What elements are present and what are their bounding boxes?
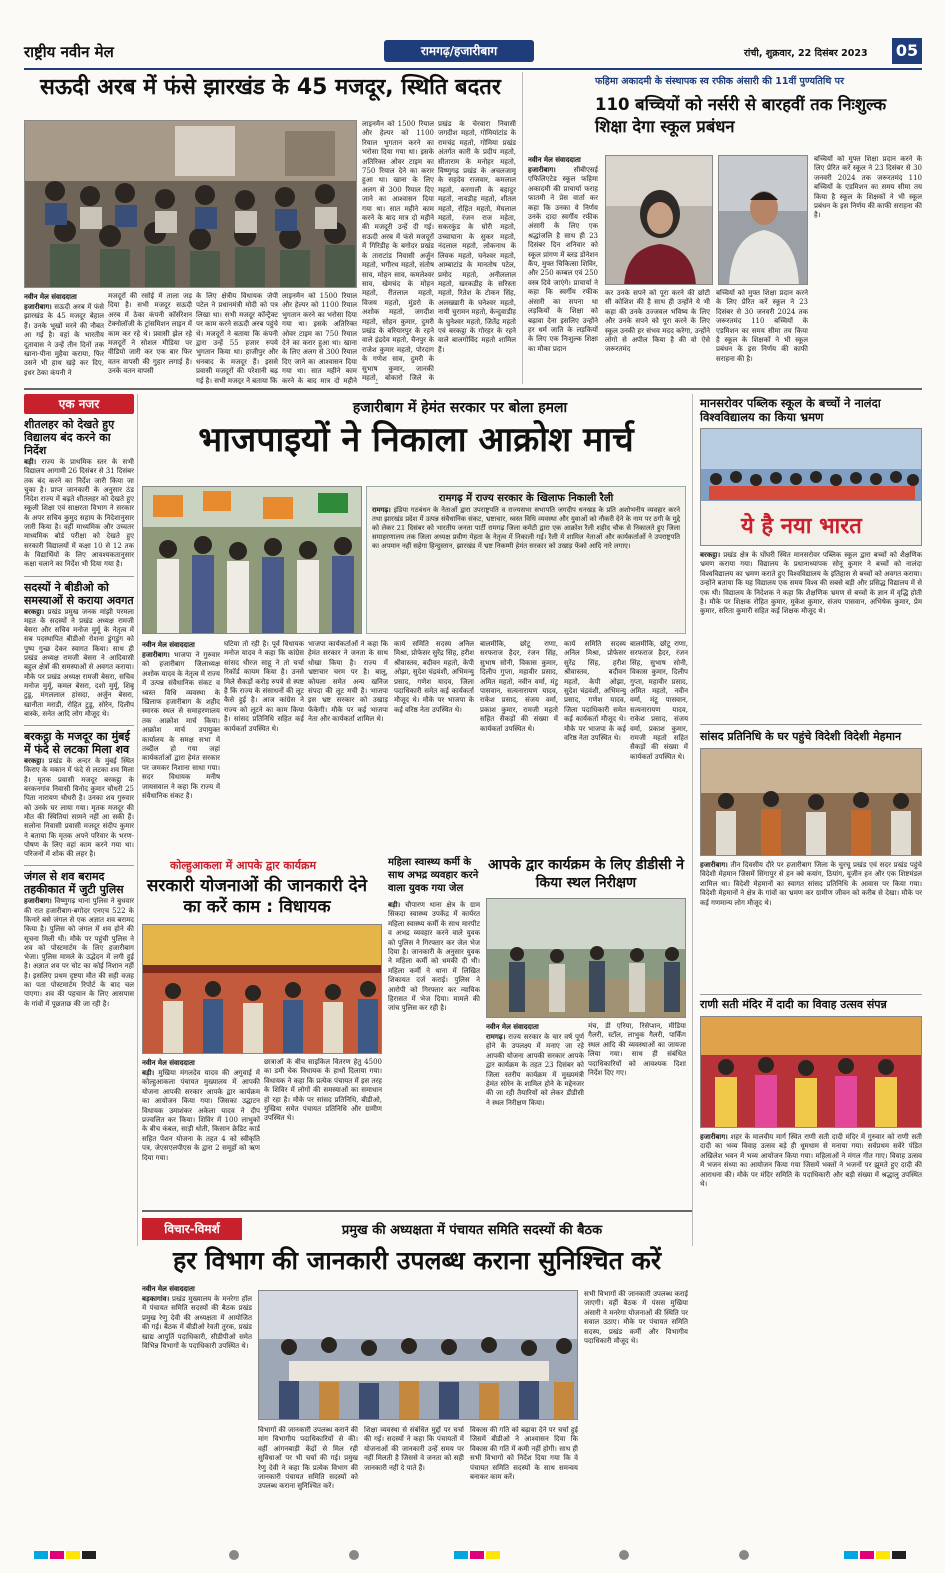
story3-sub-dateline: रामगढ़। xyxy=(372,506,391,514)
page-number: 05 xyxy=(892,38,922,64)
story3-col7: बालमीकि, छोटू राणा, सरफराज हैदर, रंजन सिंह, सुभाष सोनी, विकास कुमार, दिलीप गुप्ता, महावीर प्रसाद, अमित महतो, नवीन वर्मा, मंटू पासवान, सत्यनारायण यादव, राकेश प्रसाद, संजय वर्मा, प्रकाश कुमार, रामजी महतो सहित सैकड़ों की संख्या में कार्यकर्ता उपस्थित थे। xyxy=(630,640,688,761)
story3-col2: घटिया तो रही है। पूर्व विधायक मनोज यादव ने कहा कि कांग्रेस सांसद धीरज साहू ने तो चर्चा रिकॉर्ड कायम किया है। उनसे मिले सैकड़ों करोड़ रुपये से स्पष्ट है कि राज्य के संसाधनों की लूट कैसे हुई है। आज कांग्रेस ने राज्य को लूटने का काम किया है। सांसद प्रतिनिधि सहित कई कार्यकर्ता उपस्थित थे। xyxy=(224,640,304,733)
story4-col1 xyxy=(142,1058,260,1206)
brief-dateline: बरकट्ठा। xyxy=(24,756,45,766)
bottom-rule xyxy=(142,1210,692,1212)
story10-col1 xyxy=(142,1284,252,1534)
story5-text xyxy=(388,900,480,1206)
story3-dateline: हजारीबाग। xyxy=(142,650,170,659)
brief-headline: शीतलहर को देखते हुए विद्यालय बंद करने का निर्देश xyxy=(24,418,115,457)
sidebar-brief-4 xyxy=(24,870,134,1009)
story4-photo xyxy=(142,924,382,1054)
story10-dateline: बड़कागांव। xyxy=(142,1294,170,1303)
story3-sub-text: इंडिया गठबंधन के नेताओं द्वारा उपराष्ट्रपति व राज्यसभा सभापति जगदीप धनखड़ के प्रति अशोभनीय व्यवहार करने तथा झारखंड प्रदेश में उत्पन्न संवैधानिक संकट, भ्रष्टाचार, ध्वस्त विधि व्यवस्था और युवाओं को नौकरी देने के नाम पर ठगी के मुद्दे को लेकर 21 दिसंबर को भारतीय जनता पार्टी रामगढ़ जिला कमेटी द्वारा एक आक्रोश रैली शहीद चौक से निकालते हुए जिला समाहरणालय तक जिला अध्यक्ष प्रवीण मेहता के नेतृत्व में निकाली गई। रैली में शामिल नेताओं और कार्यकर्ताओं ने उपराष्ट्रपति का अपमान नहीं सहेगा हिन्दुस्तान, झारखंड में भ्रष्ट निकम्मी हेमंत सरकार को उखाड़ फेंको आदि नारे लगाए। xyxy=(372,506,680,550)
brief-dateline: बड़ी। xyxy=(24,457,37,466)
story5-dateline: बड़ी। xyxy=(388,900,401,909)
right-rule xyxy=(700,994,922,995)
brief-headline: बरकट्ठा के मजदूर का मुंबई में फंदे से लटका मिला शव xyxy=(24,730,130,757)
brief-headline: जंगल से शव बरामद तहकीकात में जुटी पुलिस xyxy=(24,870,124,897)
story7-dateline: बरकट्ठा। xyxy=(700,550,721,559)
story10-kicker: प्रमुख की अध्यक्षता में पंचायत समिति सदस्यों की बैठक xyxy=(341,1223,603,1238)
story8-dateline: हजारीबाग। xyxy=(700,860,728,869)
brief-text: विष्णुगढ़ थाना पुलिस ने बुधवार की रात हजारीबाग-बगोदर एनएच 522 के किनारे बसे जंगल से एक अज्ञात शव बरामद किया है। पुलिस को जंगल में शव होने की सूचना मिली थी। मौके पर पहुंची पुलिस ने शव को पोस्टमार्टम के लिए हजारीबाग भेजा। पुलिस मामले के उद्भेदन में लगी हुई है। अज्ञात शव पर चोट का कोई निशान नहीं है। इसलिए प्रथम दृष्टया मौत की सही वजह का पता पोस्टमार्टम रिपोर्ट के बाद चल पाएगा। शव की पहचान के लिए आसपास के गांवों में पूछताछ की जा रही है। xyxy=(24,897,134,1008)
story8-body: तीन दिवसीय दौरे पर हजारीबाग जिला के चुरचू प्रखंड एवं सदर प्रखंड पहुंचे विदेशी मेहमान जिसमें सिंगापुर से हन क्वे कयांग, ठियांग, यूजीन हन और एक शिष्टमंडल शामिल था। विदेशी मेहमानों का स्वागत सांसद प्रतिनिधि के आवास पर किया गया। विदेशी मेहमानों ने क्षेत्र के गांवों का भ्रमण कर ग्रामीण जीवन को करीब से देखा। मौके पर कई गणमान्य लोग मौजूद थे। xyxy=(700,861,922,907)
story4-headline: सरकारी योजनाओं की जानकारी देने का करें काम : विधायक xyxy=(146,876,368,917)
story7-photo xyxy=(700,428,922,546)
story9-body: शहर के मालवीय मार्ग स्थित राणी सती दादी मंदिर में गुरुवार को राणी सती दादी का भव्य विवाह उत्सव बड़े ही धूमधाम से मनाया गया। सर्वप्रथम सवेरे पंडित अखिलेश भवन में भव्य आयोजन किया गया। महिलाओं ने मंगल गीत गाए। विवाह उत्सव में भजन संध्या का आयोजन किया गया जिसमें भक्तों ने भजनों पर झूमते हुए दादी की आराधना की। मौके पर मंदिर समिति के पदाधिकारी और बड़ी संख्या में श्रद्धालु उपस्थित थे। xyxy=(700,1133,922,1189)
story6-byline: नवीन मेल संवाददाता xyxy=(486,1023,539,1031)
registration-bar xyxy=(24,1546,922,1558)
story2-col1 xyxy=(528,155,598,385)
story4-col2: छात्राओं के बीच साइकिल वितरण हेतु 4500 का डमी चेक विधायक के हाथों दिलाया गया। विधायक ने कहा कि प्रत्येक पंचायत में इस तरह के शिविर में लोगों की समस्याओं का समाधान हो रहा है। मौके पर सांसद प्रतिनिधि, बीडीओ, मुखिया समेत पंचायत प्रतिनिधि और ग्रामीण उपस्थित थे। xyxy=(264,1058,382,1123)
story2-photo-1 xyxy=(605,155,713,285)
story1-text-col1: सऊदी अरब में फंसे झारखंड के 45 मजदूर बेहाल हैं। उनके भूखों मरने की नौबत आ गई है। वहां के भारतीय दूतावास ने उन्हें तीन दिनों तक खाना-पीना मुहैया कराया, फिर उसने भी हाथ खड़े कर दिए, इधर ठेका कंपनी ने xyxy=(24,303,104,377)
story8-photo xyxy=(700,748,922,856)
story10-col4: विकास की गति को बढ़ावा देने पर चर्चा हुई जिसमें बीडीओ ने आश्वासन दिया कि विकास की गति में कमी नहीं होगी। साथ ही सभी विभागों को निर्देश दिया गया कि वे पंचायत समिति सदस्यों के साथ समन्वय बनाकर काम करें। xyxy=(470,1426,578,1482)
section-rule xyxy=(24,388,922,390)
brief-text: प्रखंड प्रमुख जनक मांझी परमला महत के सदस्यों ने प्रखंड अध्यक्ष रामजी बेसरा और सचिव मनोज मुर्मू के नेतृत्व में सब पदस्थापित बीडीओ रोशना डुंगडुंग को पुष्प गुच्छ देकर स्वागत किया। साथ ही प्रखंड अध्यक्ष रामजी बेसरा ने आदिवासी बहुल क्षेत्रों की समस्याओं से अवगत कराया। मौके पर प्रखंड अध्यक्ष रामजी बेसरा, सचिव मनोज मुर्मू, कमल बेसरा, दशो मुर्मू, शिबू टुडू, मंगललाल हांसदा, अर्जुन बेसरा, खानीता मराडी, रोहित टुडू, सोरेन, दिलीप बास्के, सनेत आदि लोग मौजूद थे। xyxy=(24,607,134,718)
story6-photo xyxy=(486,898,686,1018)
story9-photo xyxy=(700,1016,922,1128)
divider xyxy=(137,394,138,1246)
story6-dateline: रामगढ़। xyxy=(486,1032,506,1041)
story4-byline: नवीन मेल संवाददाता xyxy=(142,1059,195,1067)
sidebar xyxy=(24,418,134,1248)
brief-dateline: बरकट्ठा। xyxy=(24,606,45,616)
story3-text-col1: भाजपा ने गुरुवार को हजारीबाग जिलाध्यक्ष अशोक यादव के नेतृत्व में राज्य में उत्पन्न संवैधानिक संकट व ध्वस्त विधि व्यवस्था के खिलाफ हजारीबाग के शहीद स्मारक स्थल से समाहरणालय तक आक्रोश मार्च किया। आक्रोश मार्च उपायुक्त कार्यालय के समक्ष सभा में तब्दील हो गया जहां कार्यकर्ताओं द्वारा हेमंत सरकार पर जमकर निशाना साधा गया। सदर विधायक मनीष जायसवाल ने कहा कि राज्य में संवैधानिक संकट है। xyxy=(142,651,220,801)
story3-col3: भाजपा कार्यकर्ताओं ने कहा कि हेमंत सरकार ने जनता के साथ धोखा किया है। राज्य में भ्रष्टाचार चरम पर है। बालू, कोयला समेत अन्य खनिज संपदा की लूट मची है। भाजपा इस भ्रष्ट सरकार को उखाड़ फेंकेगी। मौके पर कई भाजपा नेता और कार्यकर्ता शामिल थे। xyxy=(308,640,388,724)
paper-name: राष्ट्रीय नवीन मेल xyxy=(24,43,114,61)
divider xyxy=(522,72,523,384)
story2-col2: कर उनके सपने को पूरा करने की छोटी सी कोशिश की है साथ ही उन्होंने ये भी कहा की उनके उज्जवल भविष्य के लिए और उनके सपने को पूरा करने के लिए स्कूल उनकी हर संभव मदद करेगा, उन्होंने लोगो से अपील किया है की वो ऐसे जरूरतमंद xyxy=(605,289,710,354)
story5-kicker: महिला स्वास्थ्य कर्मी के साथ अभद्र व्यवहार करने वाला युवक गया जेल xyxy=(388,857,479,894)
story1-col4b: लाइनमैन को 1500 रियाल और हेल्पर को 1100 रियाल भुगतान करने का भरोसा दिया गया था। इसके अतिरिक्त ओवर टाइम का 750 रियाल देने का करार हुआ था। खाना के लिए अलग से 300 रियाल दिए जाने का आश्वासन दिया गया था। सात महीने काम करने के बाद मात्र दो महीने की मजदूरी उन्हें दी गई। सऊदी अरब में फंसे मजदूरों में गिरिडीह के बगोदर प्रखंड के ताराटांड निवासी अर्जुन महतो, भगीरथ महतो, संतोष साव, मोहन साव, कमलेश्वर साव, खेमचंद के मोहन महतो, रीतलाल महतो, विजय महतो, मुंडरो के अशोक महतो, जगदीश महतो, सोहन कुमार, दुमरी प्रखंड के बरियारपुर के रहने वाले इंद्रदेव महतो, चैनपुर के राजेश कुमार महतो, पोरदाग के गणेश साव, दुमरी के सुभाष कुमार, जानकी महतो, बोकारो जिले के xyxy=(362,120,434,382)
brief-dateline: हजारीबाग। xyxy=(24,896,52,906)
story1-col4: लाइनमैन को 1500 रियाल और हेल्पर को 1100 रियाल भुगतान करने का भरोसा दिया गया था। इसके अतिरिक्त ओवर टाइम का 750 रियाल देने का करार हुआ था। खाना के लिए अलग से 300 रियाल दिए जाने का आश्वासन दिया गया था। सात महीने काम करने के बाद मात्र दो महीने xyxy=(282,292,357,384)
sidebar-label: एक नजर xyxy=(24,394,134,414)
story2-headline: 110 बच्चियों को नर्सरी से बारहवीं तक निःशुल्क शिक्षा देगा स्कूल प्रबंधन xyxy=(595,95,887,136)
story10-col5: सभी विभागों की जानकारी उपलब्ध कराई जाएगी। वहीं बैठक में पंसस मुखिया अंसारी ने मनरेगा योजनाओं की स्थिति पर सवाल उठाए। मौके पर पंचायत समिति सदस्य, प्रखंड कर्मी और विभागीय पदाधिकारी मौजूद थे। xyxy=(584,1290,688,1346)
brief-rule xyxy=(24,576,134,577)
story10-text-col1: प्रखंड मुख्यालय के मनरेगा हॉल में पंचायत समिति सदस्यों की बैठक प्रखंड प्रमुख रेणु देवी की अध्यक्षता में आयोजित की गई। बैठक में बीडीओ रेवती तुरक, प्रखंड खाद्य आपूर्ति पदाधिकारी, सीडीपीओ समेत विभिन्न विभागों के पदाधिकारी उपस्थित थे। xyxy=(142,1295,252,1351)
right-rule xyxy=(700,724,922,725)
story2-text-col1: सीबीएसई एफिलिएटेड स्कूल फहिमा अकादमी की प्राचार्या फराह फातमी ने प्रेस वार्ता कर कहा कि उनका ये निर्णय उनके दादा स्वर्गीय रफीक अंसारी के लिए एक श्रद्धांजलि है साथ ही 23 दिसंबर दिन शनिवार को स्कूल प्रांगण में ब्लड डोनेशन कैंप, मुफ्त चिकित्सा शिविर, और 250 कम्बल एवं 250 वस्त्र दिये जाएंगे। प्राचार्या ने कहा कि स्वर्गीय रफीक अंसारी का सपना था लड़कियों के शिक्षा को बढ़ावा देना इसलिए उन्होंने हर धर्म जाति के लड़कियों के लिए एक निःशुल्क शिक्षा का मौका प्रदान xyxy=(528,166,598,353)
story3-photo xyxy=(142,486,362,634)
story5-body: चौपारण थाना क्षेत्र के ग्राम सिकदा स्वास्थ्य उपकेंद्र में कार्यरत महिला स्वास्थ्य कर्मी के साथ मारपीट व अभद्र व्यवहार करने वाले युवक को पुलिस ने गिरफ्तार कर जेल भेज दिया है। जानकारी के अनुसार युवक ने महिला कर्मी को धमकी दी थी। महिला कर्मी ने थाना में लिखित शिकायत दर्ज कराई। पुलिस ने आरोपी को गिरफ्तार कर न्यायिक हिरासत में भेज दिया। मामले की जांच पुलिस कर रही है। xyxy=(388,901,480,1013)
story10-col2: विभागों की जानकारी उपलब्ध कराने की मांग विभागीय पदाधिकारियों से की। वहीं आंगनबाड़ी केंद्रों से मिल रही सुविधाओं पर भी चर्चा की गई। प्रमुख रेणु देवी ने कहा कि प्रत्येक विभाग की जानकारी पंचायत समिति सदस्यों को उपलब्ध कराना सुनिश्चित करें। xyxy=(258,1426,358,1491)
story9-dateline: हजारीबाग। xyxy=(700,1132,728,1141)
story1-col1 xyxy=(24,292,104,384)
story4-text-col1: मुखिया मंगलदेव यादव की अगुवाई में कोल्हुआकला पंचायत मुख्यालय में आपकी योजना आपकी सरकार आपके द्वार कार्यक्रम का आयोजन किया गया। जिसका उद्घाटन विधायक उमाशंकर अकेला यादव ने दीप प्रज्वलित कर किया। शिविर में 100 लाभुकों के बीच कंबल, साड़ी धोती, किसान क्रेडिट कार्ड सहित पेंशन योजना के तहत 4 को स्वीकृति पत्र, जेएसएलपीएस के द्वारा 2 समूहों को ऋण दिया गया। xyxy=(142,1069,260,1162)
story3-col5: बालमीकि, छोटू राणा, सरफराज हैदर, रंजन सिंह, सुभाष सोनी, विकास कुमार, दिलीप गुप्ता, महावीर प्रसाद, अमित महतो, नवीन वर्मा, मंटू पासवान, सत्यनारायण यादव, राकेश प्रसाद, संजय वर्मा, प्रकाश कुमार, रामजी महतो सहित सैकड़ों की संख्या में कार्यकर्ता उपस्थित थे। xyxy=(480,640,558,733)
story3-subbox xyxy=(366,486,686,634)
story3-col6: कार्य समिति सदस्य अनिल मिश्रा, प्रोफेसर सुरेंद्र सिंह, हरीश श्रीवास्तव, बदीवन महतो, केपी ओझा, सुदेश चंद्रवंशी, अभिमन्यु प्रसाद, गणेश यादव, जिला पदाधिकारी समेत कई कार्यकर्ता मौजूद थे। मौके पर भाजपा के कई वरिष्ठ नेता उपस्थित थे। xyxy=(564,640,626,743)
story7-text xyxy=(700,550,922,722)
story1-col5: प्रखंड के चेरवारा निवासी जगदीश महतो, गोमियांटांड के रामचंद्र महतो, गोमिया प्रखंड अंतर्गत कारी के प्रदीप महतो, सीताराम के मनोहर महतो, विष्णुगढ़ प्रखंड के अचलजामू के सहदेव राजवार, कमलाल महतो, करगाली के बहादुर महतो, नावडीह महतो, शीतल महतो, रोहित महतो, मेघलाल महतो, रंजन राज महेता, सकरकुंड के घोरी महतो, उच्चाघाना के सुकर महतो, नंदलाल महतो, लोकनाथ के लिवक महतो, घनेश्वर महतो, आम्बाटांड के मानतोष पटेल, प्रमोद महतो, अनीललाल महतो, खरकडीह के सरिस्ता महतो, रितेश के टोकन सिंह, अलख्खारी के घनेश्वर महतो, नायी चुरामन महतो, केन्दुवाडीह के घुनेश्वर महतो, जितेंद्र महतो एवं बरकट्ठा के गोरहर के रहने वाले बालगोविंद महतो शामिल हैं। xyxy=(438,120,516,354)
story6-col1 xyxy=(486,1022,584,1206)
story7-headline: मानसरोवर पब्लिक स्कूल के बच्चों ने नालंदा विश्वविद्यालय का किया भ्रमण xyxy=(700,396,881,424)
date-line: रांची, शुक्रवार, 22 दिसंबर 2023 xyxy=(744,48,868,59)
divider xyxy=(692,394,693,1246)
story2-photo-2 xyxy=(718,155,808,285)
story3-sub-kicker: रामगढ़ में राज्य सरकार के खिलाफ निकाली रैली xyxy=(438,493,614,504)
story3-headline: भाजपाइयों ने निकाला आक्रोश मार्च xyxy=(198,420,634,460)
brief-rule xyxy=(24,725,134,726)
story6-headline: आपके द्वार कार्यक्रम के लिए डीडीसी ने किया स्थल निरीक्षण xyxy=(488,857,684,891)
brief-text: राज्य के प्राथमिक स्तर के सभी विद्यालय आगामी 26 दिसंबर से 31 दिसंबर तक बंद करने का निर्देश जारी किया जा चुका है। प्राप्त जानकारी के अनुसार ठंड निदेश राज्य में बढ़ते शीतलहर को देखते हुए स्कूली शिक्षा एवं साक्षरता विभाग ने सरकार के अपर सचिव कुमुद सहाय के निदेशानुसार जारी किया है। वहीं माध्यमिक और उच्चतर माध्यमिक बोर्ड परीक्षा को देखते हुए सरकारी विद्यालयों में कक्षा 10 से 12 तक के विद्यार्थियों के लिए आवश्यकतानुसार कक्षा चलाने का निर्देश भी दिया गया है। xyxy=(24,458,134,569)
story7-body: प्रखंड क्षेत्र के घोंघरी स्थित मानसरोवर पब्लिक स्कूल द्वारा बच्चों को शैक्षणिक भ्रमण कराया गया। विद्यालय के प्रधानाध्यापक सोनू कुमार ने बच्चों को नालंदा विश्वविद्यालय का भ्रमण कराते हुए विश्वविद्यालय के इतिहास से बच्चों को अवगत कराया। उन्होंने बताया कि यह विद्यालय एक समय विश्व की सबसे बड़ी और प्रसिद्ध विद्यालय में से एक थी। विद्यालय के निदेशक ने कहा कि शैक्षणिक भ्रमण से बच्चों के ज्ञान में वृद्धि होती है। मौके पर शिक्षक रोहित कुमार, मुकेश कुमार, संजय पासवान, अभिषेक कुमार, प्रेम कुमार, सरिता कुमारी सहित कई शिक्षक मौजूद थे। xyxy=(700,551,922,616)
story1-col3: के लिए क्षेत्रीय विधायक जेपी पटेल ने प्रधानमंत्री मोदी को पत्र लिखा था। सभी मजदूर कॉन्ट्रैक्ट पर काम करने सऊदी अरब पहुंचे थे। मजदूरों ने बताया कि कंपनी द्वारा उन्हें 55 हजार रुपये भुगतान किया था। हाजीपुर और धनबाद के मजदूर हैं। इससे प्रवासी मजदूरों की परेशानी बढ़ गई है। सभी मजदूर ने बताया कि xyxy=(196,292,278,384)
brief-rule xyxy=(24,865,134,866)
story10-photo xyxy=(258,1290,578,1420)
story6-text-col1: राज्य सरकार के चार वर्ष पूर्ण होने के उपलक्ष्य में मनाए जा रहे आपकी योजना आपकी सरकार आपके द्वार कार्यक्रम के तहत 23 दिसंबर को जिला स्तरीय कार्यक्रम में मुख्यमंत्री हेमंत सोरेन के शामिल होने के मद्देनजर की जा रही तैयारियों को लेकर डीडीसी ने स्थल निरीक्षण किया। xyxy=(486,1033,584,1107)
masthead-rule xyxy=(24,68,922,70)
brief-text: प्रखंड के अन्दर के मुंबई स्थित किराए के मकान में फंदे से लटका शव मिला है। मृतक प्रवासी मजदूर बरकट्ठा के बरकनगांव निवासी विनोद कुमार चौधरी 25 पिता नारायण चौधरी है। उनका शव गुरुवार को उनके घर लाया गया। मृतक मजदूर की मौत की स्थितियां सामने नहीं आ सकी हैं। सलोना निवासी प्रवासी मजदूर संदीप कुमार ने बताया कि मृतक अपने परिवार के भरण-पोषण के लिए वहां काम करने गया था। परिजनों में शोक की लहर है। xyxy=(24,757,134,859)
story2-col3b: बच्चियों को मुफ्त शिक्षा प्रदान करने के लिए प्रेरित करें स्कूल ने 23 दिसंबर से 30 जनवरी 2024 तक जरूरतमंद 110 बच्चियों के एडमिशन का समय सीमा तय किया है स्कूल के शिक्षकों ने भी स्कूल प्रबंधन के इस निर्णय की काफी सराहना की है। xyxy=(814,155,922,220)
svg-text:ये है नया भारत: ये है नया भारत xyxy=(741,514,862,539)
story3-byline: नवीन मेल संवाददाता xyxy=(142,641,195,649)
story3-kicker: हजारीबाग में हेमंत सरकार पर बोला हमला xyxy=(352,400,568,416)
story10-headline: हर विभाग की जानकारी उपलब्ध कराना सुनिश्चित करें xyxy=(172,1246,662,1275)
story2-byline: नवीन मेल संवाददाता xyxy=(528,156,581,164)
story3-col4: कार्य समिति सदस्य अनिल मिश्रा, प्रोफेसर सुरेंद्र सिंह, हरीश श्रीवास्तव, बदीवन महतो, केपी ओझा, सुदेश चंद्रवंशी, अभिमन्यु प्रसाद, गणेश यादव, जिला पदाधिकारी समेत कई कार्यकर्ता मौजूद थे। मौके पर भाजपा के कई वरिष्ठ नेता उपस्थित थे। xyxy=(394,640,474,714)
story2-kicker: फहिमा अकादमी के संस्थापक स्व रफीक अंसारी की 11वीं पुण्यतिथि पर xyxy=(595,76,844,87)
story4-dateline: बड़ी। xyxy=(142,1068,155,1077)
sidebar-brief-3 xyxy=(24,730,134,859)
masthead xyxy=(24,38,922,66)
story9-headline: राणी सती मंदिर में दादी का विवाह उत्सव संपन्न xyxy=(700,998,887,1011)
story10-byline: नवीन मेल संवाददाता xyxy=(142,1285,195,1293)
story9-text xyxy=(700,1132,922,1540)
story4-kicker: कोल्हुआकला में आपके द्वार कार्यक्रम xyxy=(170,859,317,872)
story2-col3: बच्चियों को मुफ्त शिक्षा प्रदान करने के लिए प्रेरित करें स्कूल ने 23 दिसंबर से 30 जनवरी 2024 तक जरूरतमंद 110 बच्चियों के एडमिशन का समय सीमा तय किया है स्कूल के शिक्षकों ने भी स्कूल प्रबंधन के इस निर्णय की काफी सराहना की है। xyxy=(716,289,808,363)
story1-col2: मजदूरों की रसोई में ताला जड़ दिया है। सभी मजदूर सऊदी अरब में ठेका कंपनी कॉर्सरेशन टेक्नोलॉजी के ट्रांसमिशन लाइन में काम कर रहे थे। प्रवासी झेल रहे मजदूरों ने सोशल मीडिया पर वीडियो जारी कर एक बार फिर वतन वापसी की गुहार लगाई है। उनके वतन वापसी xyxy=(108,292,192,376)
story10-label: विचार-विमर्श xyxy=(142,1218,242,1240)
story2-dateline: हजारीबाग। xyxy=(528,165,556,174)
story3-col1 xyxy=(142,640,220,860)
sidebar-brief-2 xyxy=(24,581,134,720)
story6-col2: मंच, डी एरिया, रिसेप्शन, मीडिया गैलरी, स्टॉल, लाभुक गैलरी, पार्किंग स्थल आदि की व्यवस्थाओं का जायजा लिया गया। साथ ही संबंधित पदाधिकारियों को आवश्यक दिशा निर्देश दिए गए। xyxy=(588,1022,686,1078)
story1-photo xyxy=(24,120,357,288)
story1-byline: नवीन मेल संवाददाता xyxy=(24,293,77,301)
sidebar-brief-1 xyxy=(24,418,134,570)
brief-headline: सदस्यों ने बीडीओ को समस्याओं से कराया अवगत xyxy=(24,580,134,607)
story1-headline: सऊदी अरब में फंसे झारखंड के 45 मजदूर, स्थिति बदतर xyxy=(40,75,501,100)
story10-col3: शिक्षा व्यवस्था से संबंधित मुद्दों पर चर्चा की गई। सदस्यों ने कहा कि पंचायतों में योजनाओं की जानकारी उन्हें समय पर नहीं मिलती है जिससे वे जनता को सही जानकारी नहीं दे पाते हैं। xyxy=(364,1426,464,1472)
story1-dateline: हजारीबाग। xyxy=(24,302,52,311)
story8-headline: सांसद प्रतिनिधि के घर पहुंचे विदेशी विदेशी मेहमान xyxy=(700,730,902,743)
story8-text xyxy=(700,860,922,992)
section-label: रामगढ़/हजारीबाग xyxy=(384,40,534,62)
